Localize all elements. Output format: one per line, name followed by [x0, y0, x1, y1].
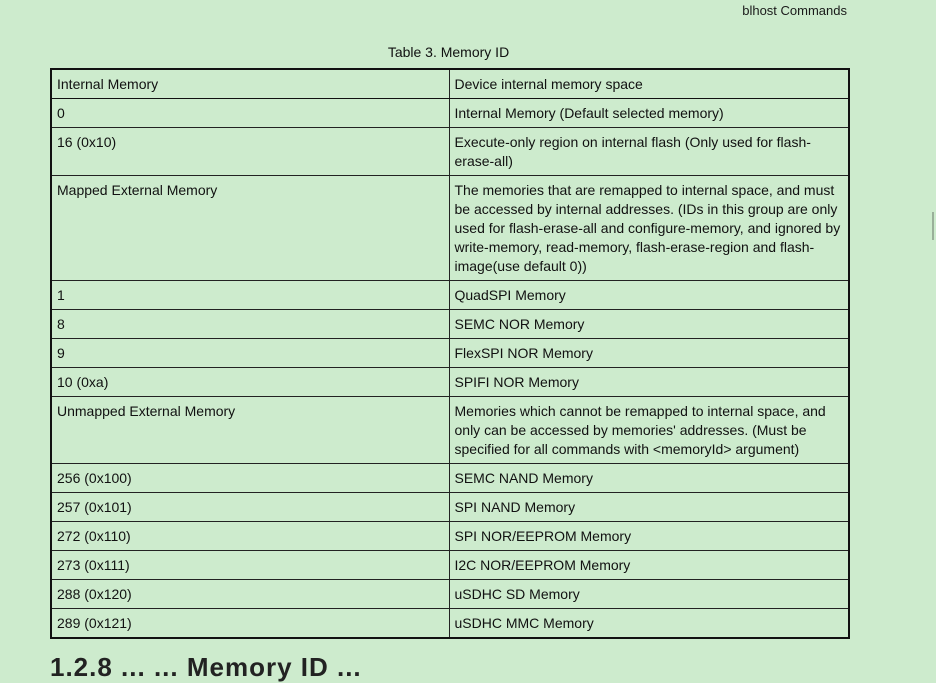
next-section-heading-fragment: 1.2.8 ... ... Memory ID ...	[50, 652, 362, 682]
memory-id-cell: 273 (0x111)	[51, 551, 449, 580]
memory-description-cell: SPI NOR/EEPROM Memory	[449, 522, 849, 551]
memory-id-cell: 8	[51, 310, 449, 339]
memory-description-cell: uSDHC MMC Memory	[449, 609, 849, 639]
memory-group-cell: Unmapped External Memory	[51, 397, 449, 464]
memory-description-cell: SEMC NOR Memory	[449, 310, 849, 339]
memory-description-cell: SPI NAND Memory	[449, 493, 849, 522]
memory-description-cell: Internal Memory (Default selected memory)	[449, 99, 849, 128]
table-row	[51, 368, 849, 397]
memory-id-cell: 288 (0x120)	[51, 580, 449, 609]
memory-id-table	[50, 68, 850, 639]
memory-description-cell: uSDHC SD Memory	[449, 580, 849, 609]
table-row	[51, 580, 849, 609]
memory-description-cell: FlexSPI NOR Memory	[449, 339, 849, 368]
column-header-internal-memory: Internal Memory	[51, 69, 449, 99]
table-row	[51, 339, 849, 368]
table-row	[51, 464, 849, 493]
table-caption: Table 3. Memory ID	[387, 44, 510, 60]
memory-description-cell: Execute-only region on internal flash (Only used for flash-erase-all)	[449, 128, 849, 176]
memory-description-cell: Memories which cannot be remapped to internal space, and only can be accessed by memories' addresses. (Must be specified for all commands with <memoryId> argument)	[449, 397, 849, 464]
memory-description-cell: I2C NOR/EEPROM Memory	[449, 551, 849, 580]
table-header-row	[51, 69, 849, 99]
memory-description-cell: QuadSPI Memory	[449, 281, 849, 310]
memory-id-cell: 272 (0x110)	[51, 522, 449, 551]
memory-id-cell: 16 (0x10)	[51, 128, 449, 176]
memory-description-cell: SEMC NAND Memory	[449, 464, 849, 493]
memory-id-cell: 9	[51, 339, 449, 368]
running-header: blhost Commands	[742, 3, 847, 18]
page-edge-marker	[932, 212, 934, 240]
memory-id-cell: 10 (0xa)	[51, 368, 449, 397]
memory-id-cell: 256 (0x100)	[51, 464, 449, 493]
memory-id-cell: 0	[51, 99, 449, 128]
column-header-memory-space: Device internal memory space	[449, 69, 849, 99]
table-row	[51, 99, 849, 128]
table-row	[51, 281, 849, 310]
memory-description-cell: SPIFI NOR Memory	[449, 368, 849, 397]
table-row	[51, 609, 849, 639]
table-row	[51, 551, 849, 580]
memory-group-cell: Mapped External Memory	[51, 176, 449, 281]
table-row	[51, 493, 849, 522]
table-row	[51, 397, 849, 464]
table-row	[51, 522, 849, 551]
memory-id-cell: 289 (0x121)	[51, 609, 449, 639]
table-row	[51, 128, 849, 176]
table-row	[51, 310, 849, 339]
memory-description-cell: The memories that are remapped to internal space, and must be accessed by internal addresses. (IDs in this group are only used for flash-erase-all and configure-memory, and ignored by write-memory, read-memory, flash-erase-region and flash-image(use default 0))	[449, 176, 849, 281]
memory-id-cell: 257 (0x101)	[51, 493, 449, 522]
memory-id-cell: 1	[51, 281, 449, 310]
table-row	[51, 176, 849, 281]
